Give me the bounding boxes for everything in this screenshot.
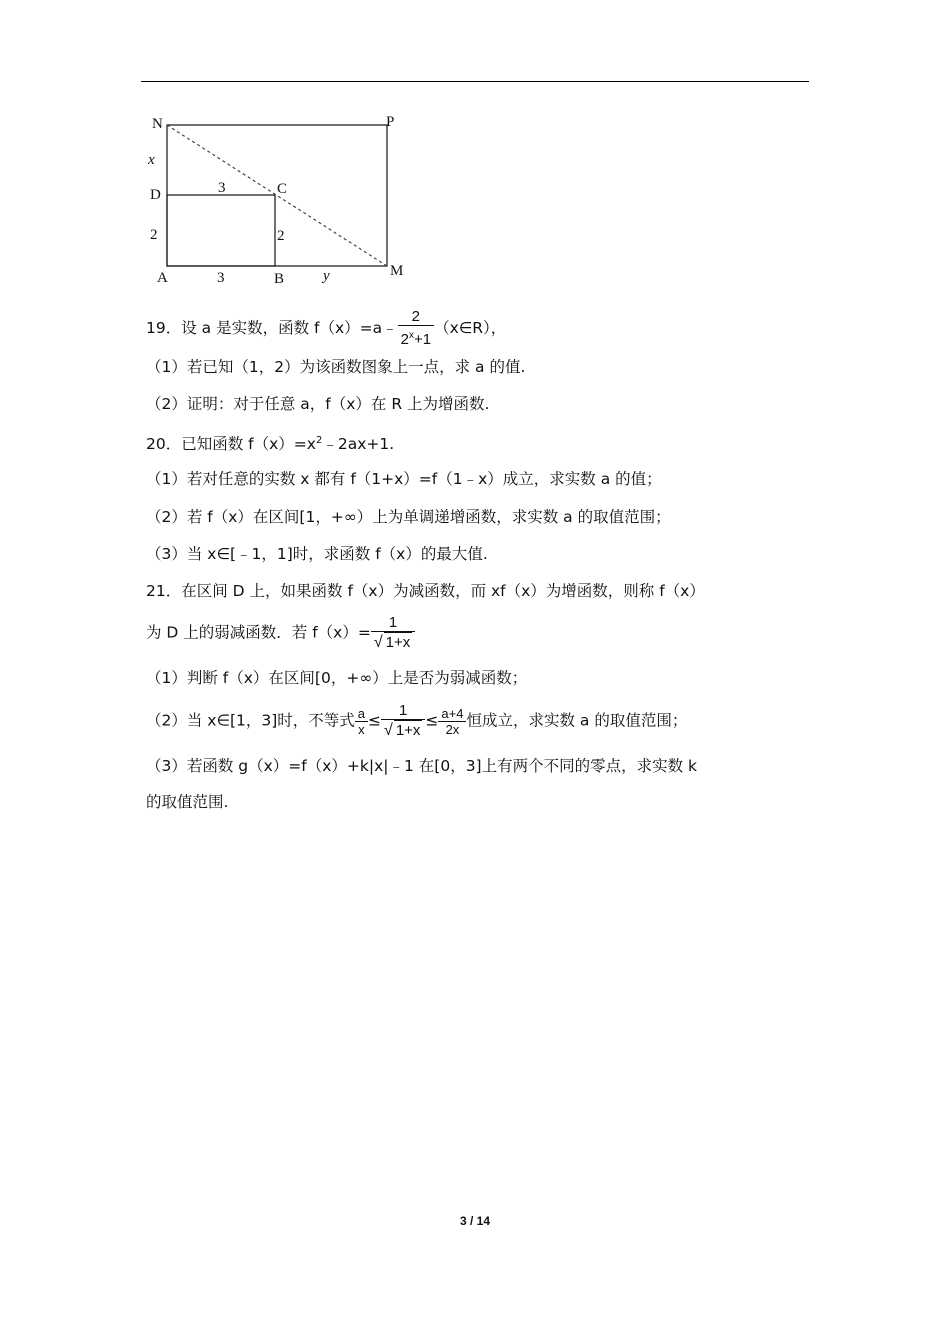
q21-part2: （2）当 x∈[1，3]时，不等式 $\frac{a}{x}$ ≤ $\frac{1}{√ 1+x}$ ≤ $\frac{a+4}{2x}$ 恒成立，求实数 a 的取值范围； (146, 702, 688, 739)
label-m: M (390, 263, 404, 279)
q21-line2: 为 D 上的弱减函数．若 f（x）= $\frac{1}{√ 1+x}$ (146, 614, 415, 652)
q19-fraction (398, 308, 434, 349)
label-3-top: 3 (218, 180, 226, 196)
q19-intro (146, 308, 506, 349)
q21-ineq-left: $\frac{a}{x}$ (355, 706, 368, 737)
inner-rectangle (167, 195, 275, 266)
label-c: C (277, 181, 288, 197)
q20-part1: （1）若对任意的实数 x 都有 f（1+x）=f（1﹣x）成立，求实数 a 的值； (146, 470, 662, 488)
header-rule (141, 81, 809, 82)
label-x: x (148, 152, 155, 168)
label-2-left: 2 (150, 227, 158, 243)
label-2-right: 2 (277, 228, 285, 244)
q21-part1: （1）判断 f（x）在区间[0，+∞）上是否为弱减函数； (146, 669, 528, 687)
label-d: D (150, 187, 161, 203)
label-p: P (386, 114, 395, 130)
q21-ineq-symbol-1: ≤ (368, 711, 382, 730)
label-n: N (152, 116, 163, 132)
q19-part2: （2）证明：对于任意 a，f（x）在 R 上为增函数. (146, 395, 490, 413)
q20-part2: （2）若 f（x）在区间[1，+∞）上为单调递增函数，求实数 a 的取值范围； (146, 508, 671, 526)
label-y: y (323, 268, 330, 284)
label-3-bottom: 3 (217, 270, 225, 286)
q21-f-fraction: $\frac{1}{√ 1+x}$ (371, 614, 415, 652)
label-b: B (274, 271, 285, 287)
q21-line1: 21．在区间 D 上，如果函数 f（x）为减函数，而 xf（x）为增函数，则称 f（x） (146, 582, 705, 600)
q19-tail: （x∈R）， (434, 319, 507, 337)
label-a: A (157, 270, 168, 286)
q20-part3: （3）当 x∈[﹣1，1]时，求函数 f（x）的最大值. (146, 545, 488, 563)
q21-ineq-symbol-2: ≤ (425, 711, 439, 730)
page-number: 3 / 14 (459, 1214, 491, 1228)
geometry-figure (140, 108, 420, 288)
q19-frac-num: 2 (411, 308, 421, 325)
q21-ineq-mid: $\frac{1}{√ 1+x}$ (381, 702, 425, 740)
q19-frac-den: $2^x+1$ (398, 325, 434, 349)
q19-intro-text: 19．设 a 是实数，函数 f（x）=a﹣ (146, 319, 398, 337)
q21-ineq-right: $\frac{a+4}{2x}$ (438, 706, 466, 737)
q21-part3-line2: 的取值范围. (146, 793, 229, 811)
q20-intro: 20．已知函数 $f(x)=x^2﹣2ax+1$. (146, 435, 395, 454)
q19-part1: （1）若已知（1，2）为该函数图象上一点，求 a 的值. (146, 358, 526, 376)
q21-part3-line1: （3）若函数 g（x）=f（x）+k|x|﹣1 在[0，3]上有两个不同的零点，求实数 k (146, 757, 698, 775)
